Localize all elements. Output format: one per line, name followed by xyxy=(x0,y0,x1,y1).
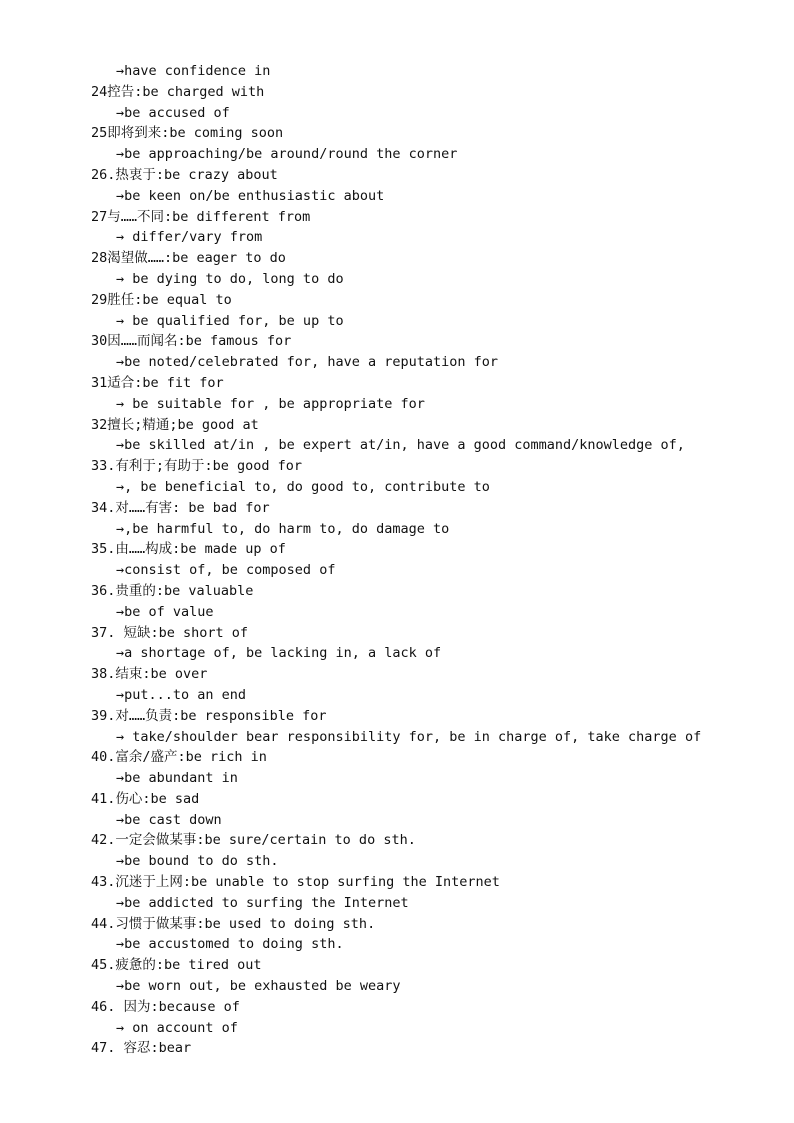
entry-line: 42.一定会做某事:be sure/certain to do sth. xyxy=(91,832,416,849)
synonym-line: →a shortage of, be lacking in, a lack of xyxy=(116,645,442,662)
entry-line: 31适合:be fit for xyxy=(91,374,224,391)
entry-line: 45.疲惫的:be tired out xyxy=(91,957,262,974)
synonym-line: →put...to an end xyxy=(116,686,247,703)
entry-line: 46. 因为:because of xyxy=(91,998,240,1015)
entry-line: 24控告:be charged with xyxy=(91,83,265,100)
synonym-line: →be noted/celebrated for, have a reputation for xyxy=(116,354,499,371)
synonym-line: →, be beneficial to, do good to, contribute to xyxy=(116,478,490,495)
entry-line: 34.对……有害: be bad for xyxy=(91,499,270,516)
synonym-line: →have confidence in xyxy=(116,63,271,79)
entry-line: 43.沉迷于上网:be unable to stop surfing the Internet xyxy=(91,874,500,891)
entry-line: 47. 容忍:bear xyxy=(91,1040,192,1057)
synonym-line: →be bound to do sth. xyxy=(116,853,279,870)
entry-line: 39.对……负责:be responsible for xyxy=(91,707,327,724)
document-page xyxy=(91,61,771,1059)
entry-line: 25即将到来:be coming soon xyxy=(91,125,284,142)
synonym-line: →be accused of xyxy=(116,104,230,121)
entry-line: 30因……而闻名:be famous for xyxy=(91,333,292,350)
entry-line: 37. 短缺:be short of xyxy=(91,624,249,641)
entry-line: 36.贵重的:be valuable xyxy=(91,582,254,599)
entry-line: 28渴望做……:be eager to do xyxy=(91,250,286,267)
entry-line: 35.由……构成:be made up of xyxy=(91,541,286,558)
synonym-line: →be abundant in xyxy=(116,770,238,787)
synonym-line: →be worn out, be exhausted be weary xyxy=(116,978,401,995)
entry-line: 44.习惯于做某事:be used to doing sth. xyxy=(91,915,376,932)
synonym-line: → on account of xyxy=(116,1019,238,1036)
synonym-line: → differ/vary from xyxy=(116,229,263,246)
synonym-line: →be cast down xyxy=(116,811,222,828)
synonym-line: →be keen on/be enthusiastic about xyxy=(116,187,385,204)
synonym-line: →consist of, be composed of xyxy=(116,562,336,579)
entry-line: 33.有利于;有助于:be good for xyxy=(91,458,303,475)
entry-line: 27与……不同:be different from xyxy=(91,208,311,225)
synonym-line: →be approaching/be around/round the corner xyxy=(116,146,458,163)
synonym-line: → take/shoulder bear responsibility for, be in charge of, take charge of xyxy=(116,728,702,745)
entry-line: 41.伤心:be sad xyxy=(91,790,200,807)
synonym-line: → be suitable for , be appropriate for xyxy=(116,395,425,412)
entry-line: 29胜任:be equal to xyxy=(91,291,232,308)
synonym-line: →,be harmful to, do harm to, do damage to xyxy=(116,520,450,537)
synonym-line: → be dying to do, long to do xyxy=(116,270,344,287)
synonym-line: →be of value xyxy=(116,603,214,620)
entry-line: 26.热衷于:be crazy about xyxy=(91,166,278,183)
entry-line: 40.富余/盛产:be rich in xyxy=(91,749,267,766)
synonym-line: →be addicted to surfing the Internet xyxy=(116,894,409,911)
synonym-line: → be qualified for, be up to xyxy=(116,312,344,329)
synonym-line: →be skilled at/in , be expert at/in, have a good command/knowledge of, xyxy=(116,437,685,454)
entry-line: 32擅长;精通;be good at xyxy=(91,416,259,433)
synonym-line: →be accustomed to doing sth. xyxy=(116,936,344,953)
entry-line: 38.结束:be over xyxy=(91,666,208,683)
